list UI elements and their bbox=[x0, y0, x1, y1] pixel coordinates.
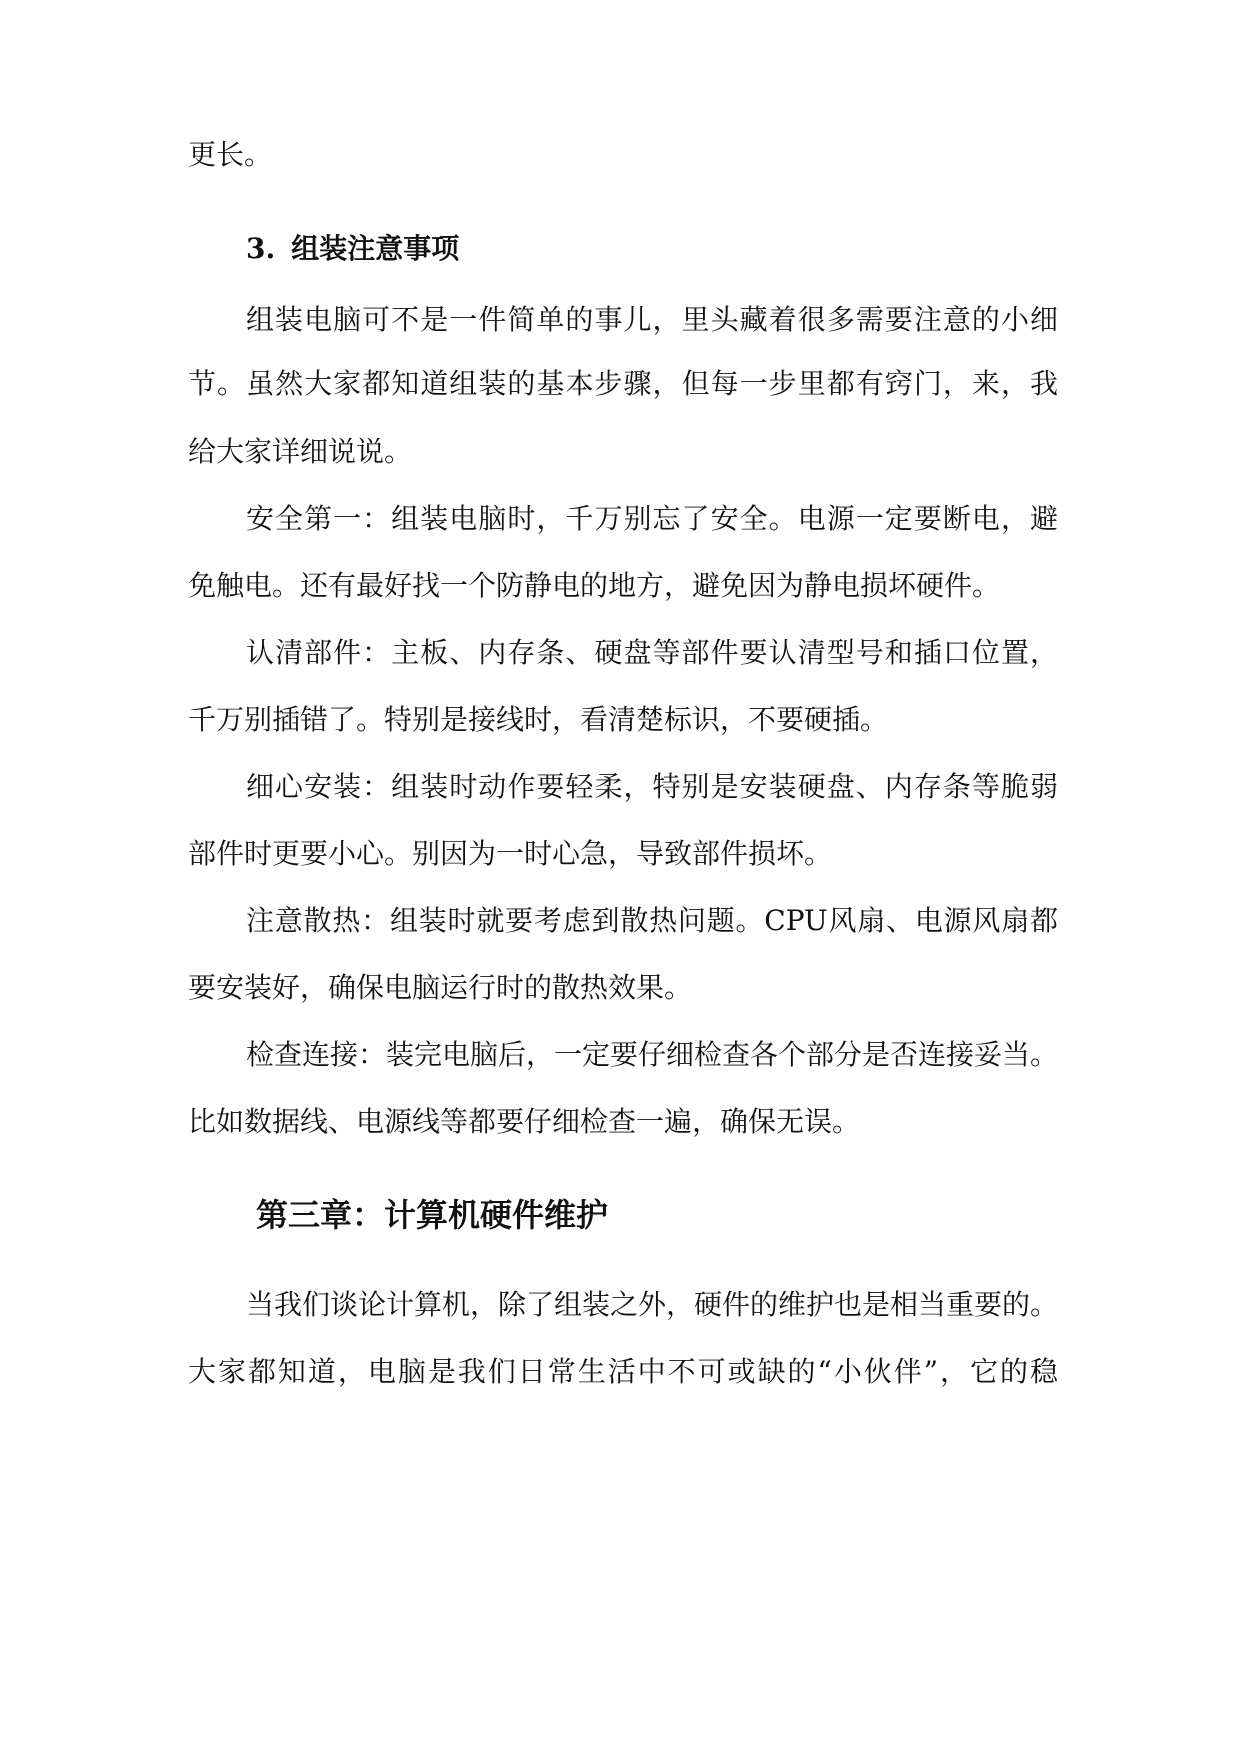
section-heading bbox=[246, 229, 459, 269]
paragraph-line: 部件时更要小心。别因为一时心急，导致部件损坏。 bbox=[188, 837, 833, 870]
paragraph-line: 组装电脑可不是一件简单的事儿，里头藏着很多需要注意的小细 bbox=[246, 303, 1058, 336]
paragraph-line: 节。虽然大家都知道组装的基本步骤，但每一步里都有窍门，来，我 bbox=[188, 367, 1058, 400]
paragraph-line: 细心安装：组装时动作要轻柔，特别是安装硬盘、内存条等脆弱 bbox=[246, 770, 1058, 803]
paragraph-line: 安全第一：组装电脑时，千万别忘了安全。电源一定要断电，避 bbox=[246, 502, 1058, 535]
section-title: 组装注意事项 bbox=[291, 232, 460, 265]
paragraph-line: 免触电。还有最好找一个防静电的地方，避免因为静电损坏硬件。 bbox=[188, 569, 1001, 602]
paragraph-line: 检查连接：装完电脑后，一定要仔细检查各个部分是否连接妥当。 bbox=[246, 1038, 1059, 1071]
paragraph-line: 比如数据线、电源线等都要仔细检查一遍，确保无误。 bbox=[188, 1105, 861, 1138]
paragraph-line: 大家都知道，电脑是我们日常生活中不可或缺的“小伙伴”，它的稳 bbox=[188, 1355, 1058, 1388]
paragraph-line: 注意散热：组装时就要考虑到散热问题。CPU风扇、电源风扇都 bbox=[246, 904, 1058, 937]
paragraph-line: 更长。 bbox=[188, 138, 273, 171]
paragraph-line: 千万别插错了。特别是接线时，看清楚标识，不要硬插。 bbox=[188, 703, 889, 736]
section-number: 3. bbox=[246, 232, 276, 265]
chapter-heading: 第三章：计算机硬件维护 bbox=[256, 1196, 609, 1234]
paragraph-line: 认清部件：主板、内存条、硬盘等部件要认清型号和插口位置， bbox=[246, 636, 1058, 669]
paragraph-line: 给大家详细说说。 bbox=[188, 435, 413, 468]
paragraph-line: 当我们谈论计算机，除了组装之外，硬件的维护也是相当重要的。 bbox=[246, 1288, 1059, 1321]
paragraph-line: 要安装好，确保电脑运行时的散热效果。 bbox=[188, 971, 693, 1004]
